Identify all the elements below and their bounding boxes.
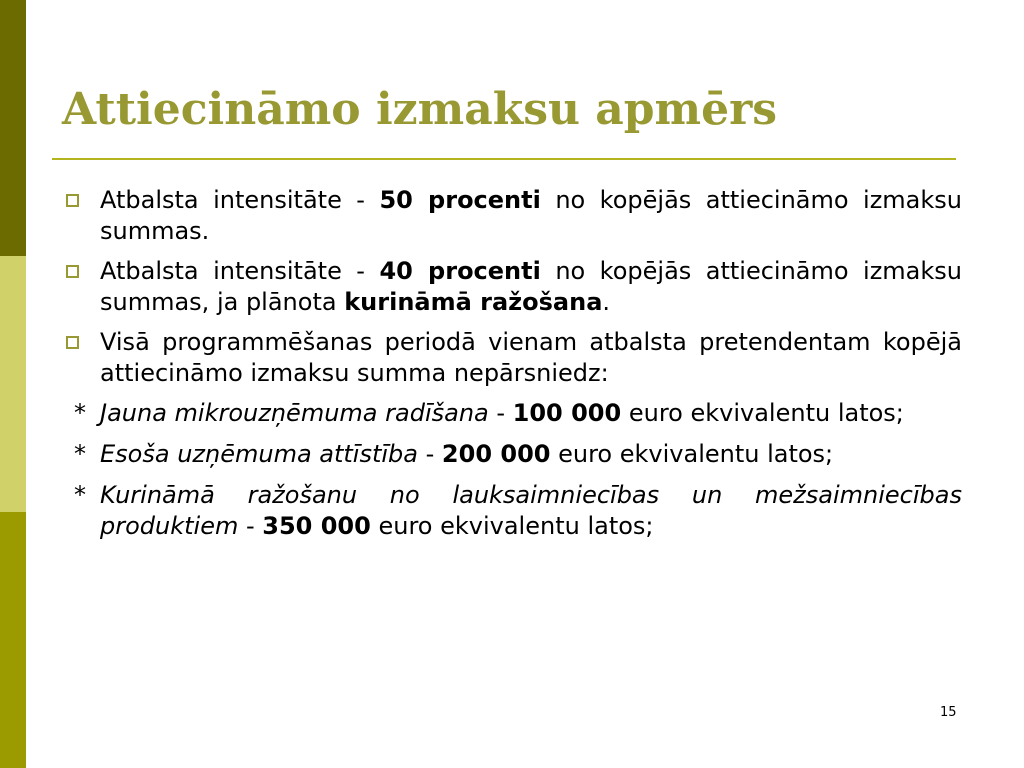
bullet-text: Atbalsta intensitāte -	[100, 257, 380, 285]
sidebar-decoration	[0, 0, 26, 768]
asterisk-marker: *	[74, 399, 86, 427]
bullet-text: no kopējās attiecināmo izmaksu summas.	[100, 186, 962, 245]
bullet-bold-text: 40 procenti	[379, 257, 541, 285]
sub-item-italic: Esoša uzņēmuma attīstība	[100, 440, 418, 468]
sidebar-segment-olive	[0, 512, 26, 768]
bullet-item	[62, 327, 962, 389]
asterisk-marker: *	[74, 481, 86, 509]
sub-item-text: euro ekvivalentu latos;	[621, 399, 904, 427]
bullet-bold-text: kurināmā ražošana	[344, 288, 603, 316]
sidebar-segment-light	[0, 256, 26, 512]
bullet-text: .	[602, 288, 611, 316]
bullet-text: Visā programmēšanas periodā vienam atbalsta pretendentam kopējā attiecināmo izmaksu summa nepārsniedz:	[100, 328, 962, 387]
square-bullet-icon	[66, 265, 79, 278]
asterisk-marker: *	[74, 440, 86, 468]
slide-body	[62, 185, 962, 552]
square-bullet-icon	[66, 194, 79, 207]
sub-item-italic: Jauna mikrouzņēmuma radīšana	[100, 399, 489, 427]
sub-item-dash: -	[238, 512, 263, 540]
page-number: 15	[940, 705, 957, 720]
bullet-text: Atbalsta intensitāte -	[100, 186, 380, 214]
sidebar-segment-dark	[0, 0, 26, 256]
bullet-bold-text: 50 procenti	[379, 186, 541, 214]
bullet-text: no kopējās attiecināmo izmaksu summas, ja plānota	[100, 257, 962, 316]
bullet-item	[62, 185, 962, 247]
sub-item-amount: 350 000	[262, 512, 371, 540]
sub-item	[62, 439, 962, 470]
sub-item-dash: -	[488, 399, 513, 427]
bullet-item	[62, 256, 962, 318]
sub-item-italic: Kurināmā ražošanu no lauksaimniecības un mežsaimniecības produktiem	[100, 481, 962, 540]
title-divider	[52, 158, 956, 160]
sub-item-amount: 200 000	[441, 440, 551, 468]
sub-item-amount: 100 000	[512, 399, 622, 427]
sub-item-text: euro ekvivalentu latos;	[370, 512, 654, 540]
sub-item-text: euro ekvivalentu latos;	[550, 440, 834, 468]
sub-item	[62, 398, 962, 429]
square-bullet-icon	[66, 336, 79, 349]
sub-item	[62, 480, 962, 542]
slide-title: Attiecināmo izmaksu apmērs	[62, 84, 778, 135]
sub-item-dash: -	[418, 440, 442, 468]
